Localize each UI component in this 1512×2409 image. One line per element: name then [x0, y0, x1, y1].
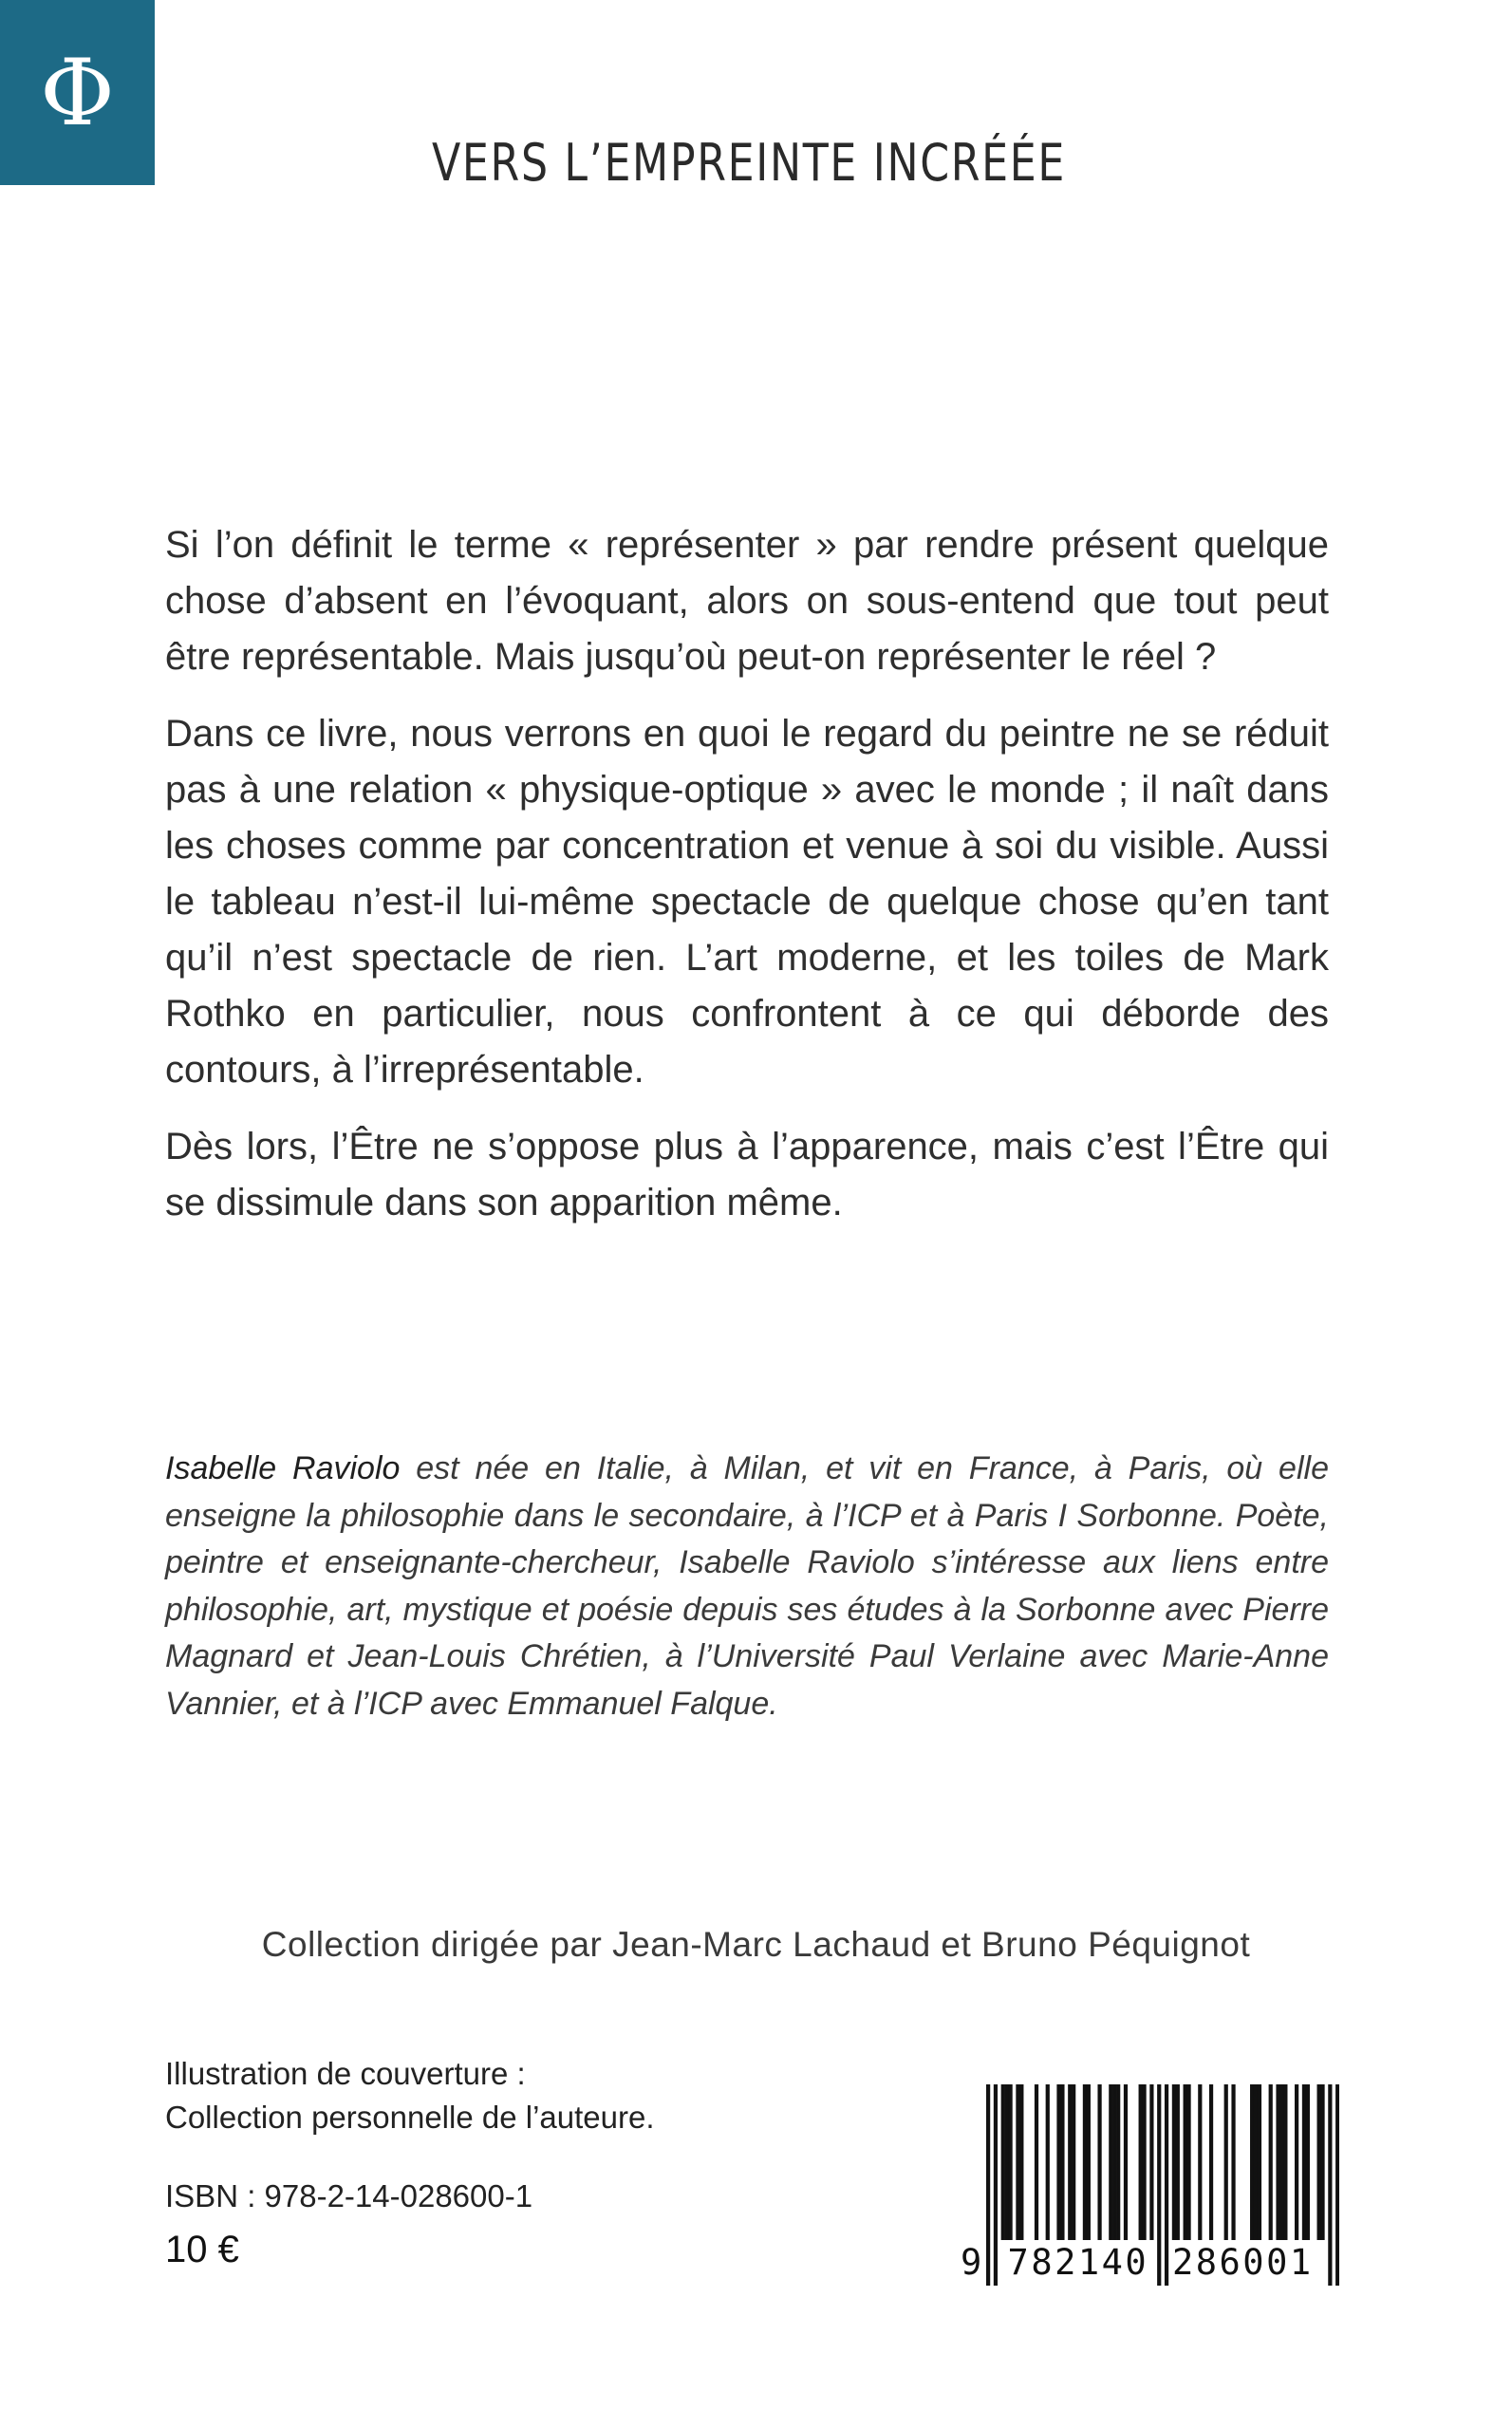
- barcode-bar: [1142, 2084, 1146, 2240]
- isbn: ISBN : 978-2-14-028600-1: [165, 2178, 533, 2213]
- summary-paragraph: Dans ce livre, nous verrons en quoi le regard du peintre ne se réduit pas à une relation « physique-optique » avec le monde ; il naît dans les choses comme par concentration et venue à soi du visible. Aussi le tableau n’est-il lui-même spectacle de quelque chose qu’en tant qu’il n’est spectacle de rien. L’art moderne, et les toiles de Mark Rothko en particulier, nous confrontent à ce qui déborde des contours, à l’irreprésentable.: [165, 713, 1329, 1091]
- illustration-credit-line: Collection personnelle de l’auteure.: [165, 2100, 655, 2135]
- barcode-bar: [1184, 2084, 1187, 2240]
- barcode-bar: [1176, 2084, 1180, 2240]
- barcode-bar: [1295, 2084, 1298, 2240]
- barcode-bar: [1072, 2084, 1075, 2240]
- barcode-bar: [1124, 2084, 1128, 2240]
- barcode-bar: [1056, 2084, 1060, 2240]
- barcode-bar: [1035, 2084, 1038, 2240]
- illustration-credit-line: Illustration de couverture :: [165, 2056, 526, 2091]
- barcode-bar: [1231, 2084, 1235, 2240]
- barcode-bar: [1283, 2084, 1287, 2240]
- barcode-bar: [1224, 2084, 1228, 2240]
- barcode-bar: [1250, 2084, 1254, 2240]
- barcode-bar: [1097, 2084, 1101, 2240]
- collection-credit: Collection dirigée par Jean-Marc Lachaud et Bruno Péquignot: [261, 1925, 1251, 1964]
- barcode-bar: [1046, 2084, 1050, 2240]
- barcode-bar: [1008, 2084, 1012, 2240]
- summary-paragraph: Si l’on définit le terme « représenter » par rendre présent quelque chose d’absent en l’évoquant, alors on sous-entend que tout peut être représentable. Mais jusqu’où peut-on représenter le réel ?: [165, 524, 1329, 678]
- barcode-bar: [1087, 2084, 1091, 2240]
- barcode-bar: [1279, 2084, 1283, 2240]
- book-title: VERS L’EMPREINTE INCRÉÉE: [432, 133, 1067, 193]
- barcode-bar: [1109, 2084, 1112, 2240]
- phi-logo-icon: Φ: [40, 39, 115, 146]
- barcode-bar: [1112, 2084, 1116, 2240]
- barcode-bar: [1198, 2084, 1202, 2240]
- barcode-bar: [1209, 2084, 1213, 2240]
- barcode-bar: [1005, 2084, 1009, 2240]
- barcode-digits: 9 782140 286001: [961, 2242, 1314, 2283]
- barcode-bar: [1068, 2084, 1072, 2240]
- barcode-bar: [1019, 2084, 1023, 2240]
- price: 10 €: [165, 2229, 239, 2270]
- barcode-bar: [1116, 2084, 1120, 2240]
- summary-paragraph: Dès lors, l’Être ne s’oppose plus à l’apparence, mais c’est l’Être qui se dissimule dans son apparition même.: [165, 1126, 1329, 1223]
- barcode-bar: [1001, 2084, 1005, 2240]
- barcode-bar: [1060, 2084, 1064, 2240]
- barcode-bar: [1320, 2084, 1324, 2240]
- barcode-bar: [1172, 2084, 1176, 2240]
- author-bio-text: est née en Italie, à Milan, et vit en France, à Paris, où elle enseigne la philosophie dans le secondaire, à l’ICP et à Paris I Sorbonne. Poète, peintre et enseignante-chercheur, Isabelle Raviolo s’intéresse aux liens entre philosophie, art, mystique et poésie depuis ses études à la Sorbonne avec Pierre Magnard et Jean-Louis Chrétien, à l’Université Paul Verlaine avec Marie-Anne Vannier, et à l’ICP avec Emmanuel Falque.: [165, 1450, 1329, 1722]
- barcode-bar: [1139, 2084, 1143, 2240]
- barcode-bar: [1254, 2084, 1258, 2240]
- illustration-credit: [165, 2052, 655, 2139]
- barcode-bar: [1016, 2084, 1019, 2240]
- barcode-bar: [1258, 2084, 1261, 2240]
- barcode-bar: [1276, 2084, 1279, 2240]
- barcode-bar: [1083, 2084, 1087, 2240]
- barcode-bar: [1302, 2084, 1306, 2240]
- publisher-logo: [0, 0, 155, 185]
- author-bio: [165, 1446, 1329, 1727]
- back-cover-summary: [165, 517, 1329, 1252]
- author-name: Isabelle Raviolo: [165, 1450, 401, 1486]
- barcode-bar: [1149, 2084, 1153, 2240]
- barcode-bar: [1306, 2084, 1310, 2240]
- barcode-bar: [1317, 2084, 1321, 2240]
- barcode-bar: [1269, 2084, 1273, 2240]
- barcode-bar: [1186, 2084, 1190, 2240]
